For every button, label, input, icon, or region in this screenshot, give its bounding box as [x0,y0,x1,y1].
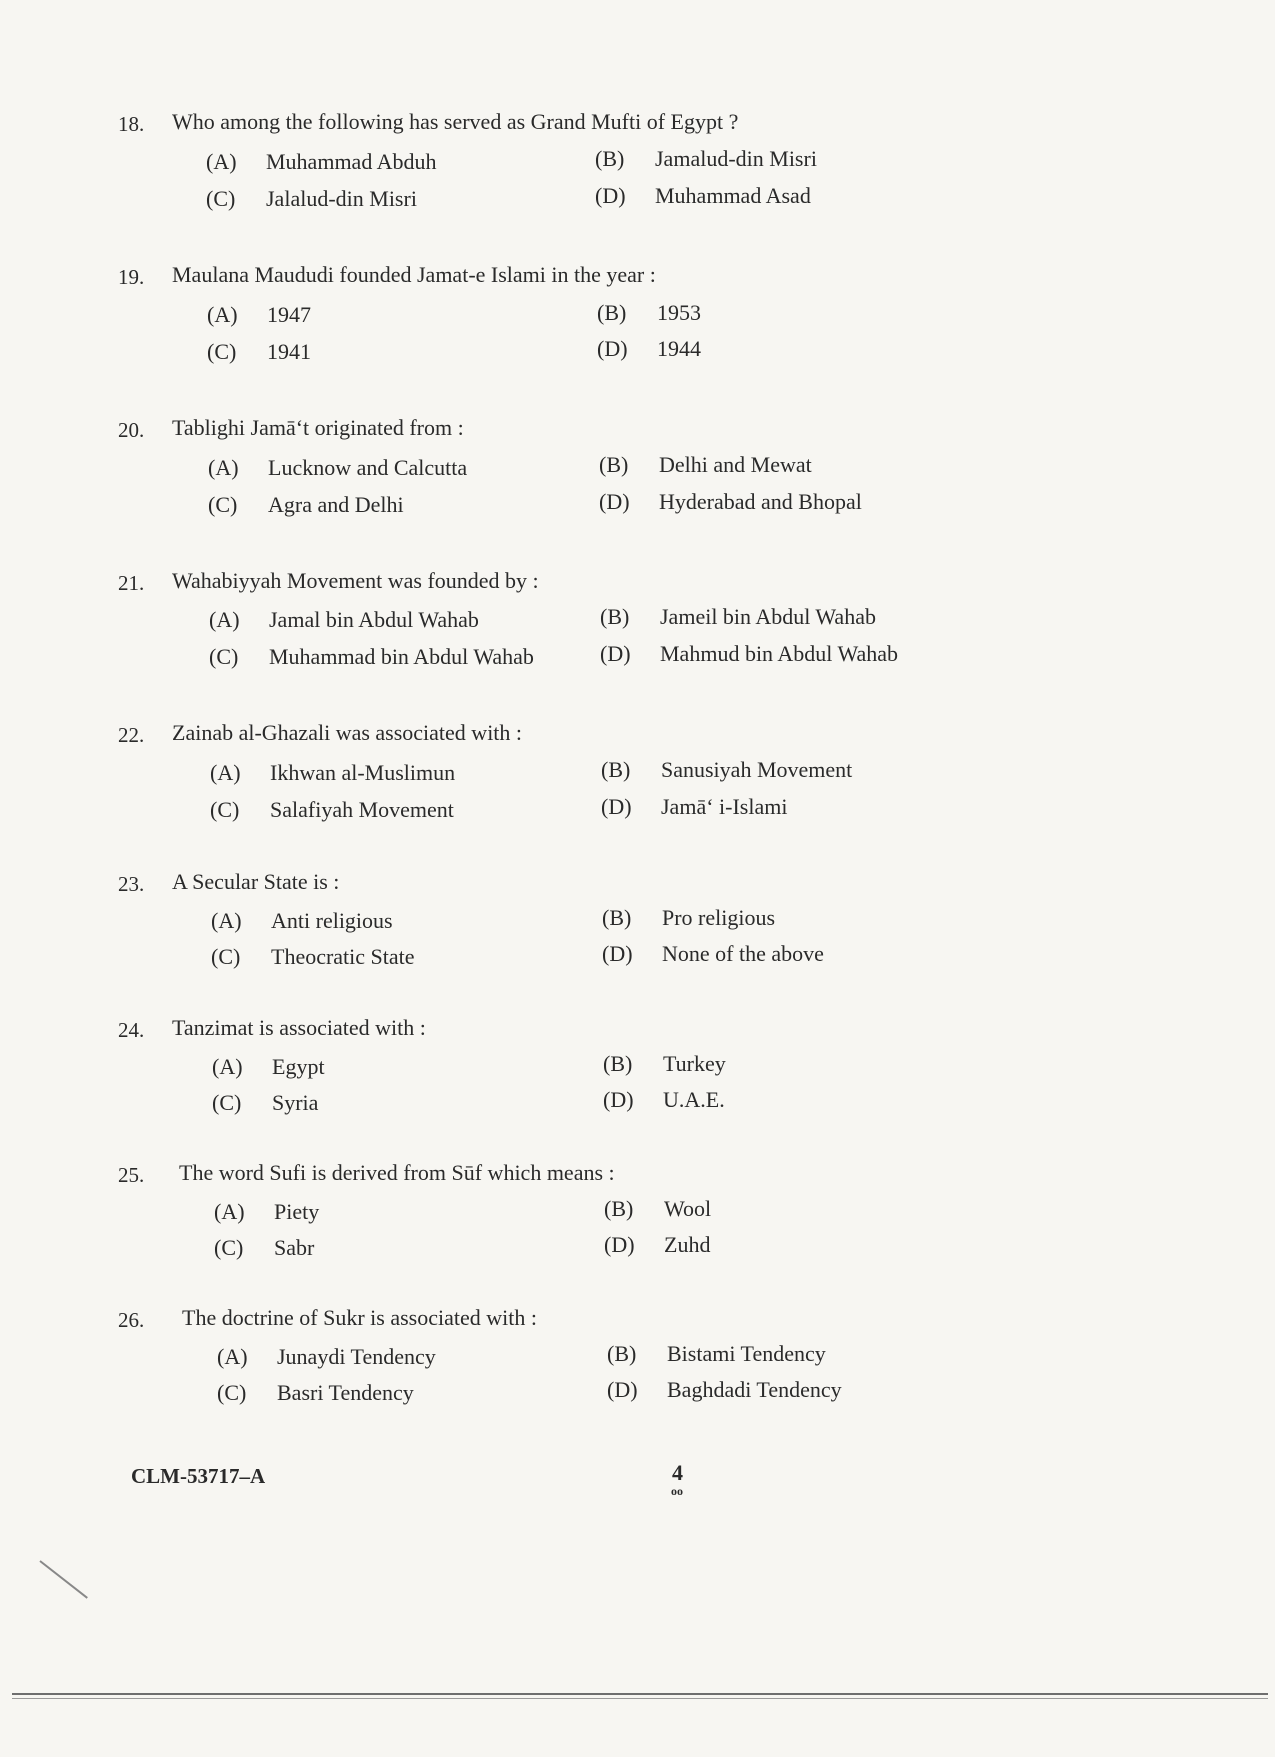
option-letter: (A) [217,1344,248,1369]
option-letter: (B) [604,1196,634,1221]
option-c [209,644,534,670]
option-letter: (A) [211,908,242,933]
question-20 [0,415,1275,548]
option-letter: (C) [209,644,239,669]
option-b [597,300,701,326]
option-b [603,1051,726,1077]
option-letter: (D) [603,1087,634,1112]
option-text: Bistami Tendency [667,1341,826,1366]
question-23 [0,869,1275,1002]
option-letter: (C) [217,1380,247,1405]
question-number: 21. [118,571,145,595]
question-number: 22. [118,723,145,747]
question-text: Wahabiyyah Movement was founded by : [172,568,539,593]
option-text: Salafiyah Movement [270,797,454,822]
option-a [212,1054,325,1080]
option-text: Hyderabad and Bhopal [659,489,862,514]
option-letter: (A) [212,1054,243,1079]
option-text: Sabr [274,1235,315,1260]
option-b [607,1341,826,1367]
option-letter: (C) [211,944,241,969]
option-text: Syria [272,1090,319,1115]
option-letter: (A) [210,760,241,785]
question-number: 26. [118,1308,145,1332]
option-d [602,941,824,967]
scan-corner-mark [39,1560,88,1599]
option-letter: (B) [595,146,625,171]
bottom-rule [12,1693,1268,1695]
option-c [214,1235,314,1261]
option-letter: (D) [607,1377,638,1402]
option-text: Muhammad Abduh [266,149,437,174]
question-24 [0,1015,1275,1148]
option-text: Jamalud-din Misri [655,146,817,171]
option-text: 1944 [657,336,701,361]
option-letter: (B) [603,1051,633,1076]
option-text: Theocratic State [271,944,415,969]
question-number: 23. [118,872,145,896]
option-text: Ikhwan al-Muslimun [270,760,456,785]
option-text: Jameil bin Abdul Wahab [660,604,876,629]
option-c [207,339,311,365]
option-c [208,492,404,518]
question-text: Tablighi Jamā‘t originated from : [172,415,464,440]
option-a [206,149,437,175]
option-letter: (A) [214,1199,245,1224]
question-number: 19. [118,265,145,289]
page-number: 4 [672,1460,683,1485]
option-text: None of the above [662,941,824,966]
option-a [211,908,393,934]
question-text: The word Sufi is derived from Sūf which means : [179,1160,615,1185]
question-text: Maulana Maududi founded Jamat-e Islami in the year : [172,262,656,287]
option-text: Piety [274,1199,320,1224]
option-letter: (D) [597,336,628,361]
option-text: Jamā‘ i-Islami [661,794,788,819]
option-text: Wool [664,1196,712,1221]
option-letter: (D) [601,794,632,819]
option-text: 1947 [267,302,311,327]
option-d [595,183,811,209]
option-letter: (C) [214,1235,244,1260]
question-text: Who among the following has served as Grand Mufti of Egypt ? [172,109,739,134]
option-letter: (A) [208,455,239,480]
option-text: Jamal bin Abdul Wahab [269,607,479,632]
option-letter: (B) [597,300,627,325]
option-text: Pro religious [662,905,776,930]
option-b [604,1196,711,1222]
option-b [600,604,876,630]
option-text: Basri Tendency [277,1380,414,1405]
option-letter: (D) [595,183,626,208]
option-d [604,1232,710,1258]
option-text: Anti religious [271,908,393,933]
option-text: Egypt [272,1054,325,1079]
option-c [210,797,454,823]
option-a [217,1344,436,1370]
option-b [602,905,775,931]
bottom-rule-thin [12,1698,1268,1699]
option-letter: (D) [599,489,630,514]
option-letter: (B) [607,1341,637,1366]
option-text: Lucknow and Calcutta [268,455,468,480]
option-text: Zuhd [664,1232,711,1257]
option-text: Junaydi Tendency [277,1344,436,1369]
option-text: 1953 [657,300,701,325]
page-sub-mark: oo [671,1484,683,1498]
question-text: Tanzimat is associated with : [172,1015,426,1040]
option-a [210,760,455,786]
option-text: Sanusiyah Movement [661,757,853,782]
option-letter: (D) [600,641,631,666]
option-letter: (B) [599,452,629,477]
option-d [597,336,701,362]
option-a [207,302,311,328]
question-number: 24. [118,1018,145,1042]
option-c [206,186,417,212]
option-a [208,455,467,481]
question-18 [0,109,1275,242]
option-d [600,641,898,667]
paper-code: CLM-53717–A [131,1464,266,1488]
option-b [599,452,812,478]
option-letter: (A) [209,607,240,632]
option-letter: (B) [601,757,631,782]
option-b [601,757,852,783]
option-text: Turkey [663,1051,726,1076]
option-d [601,794,787,820]
option-letter: (C) [207,339,237,364]
question-text: A Secular State is : [172,869,340,894]
question-number: 18. [118,112,145,136]
question-26 [0,1305,1275,1438]
question-25 [0,1160,1275,1293]
option-letter: (D) [604,1232,635,1257]
option-letter: (C) [210,797,240,822]
option-text: Muhammad Asad [655,183,811,208]
option-d [607,1377,842,1403]
option-b [595,146,817,172]
question-text: Zainab al-Ghazali was associated with : [172,720,523,745]
option-letter: (C) [206,186,236,211]
option-letter: (C) [208,492,238,517]
option-text: 1941 [267,339,311,364]
question-19 [0,262,1275,395]
option-letter: (A) [206,149,237,174]
option-text: Mahmud bin Abdul Wahab [660,641,898,666]
option-text: U.A.E. [663,1087,725,1112]
question-21 [0,568,1275,701]
question-number: 25. [118,1163,145,1187]
option-c [217,1380,414,1406]
question-text: The doctrine of Sukr is associated with : [182,1305,537,1330]
option-text: Agra and Delhi [268,492,404,517]
option-letter: (C) [212,1090,242,1115]
option-a [209,607,479,633]
option-a [214,1199,319,1225]
option-c [211,944,415,970]
option-letter: (B) [600,604,630,629]
question-number: 20. [118,418,145,442]
option-text: Muhammad bin Abdul Wahab [269,644,534,669]
option-d [603,1087,725,1113]
question-22 [0,720,1275,853]
option-text: Delhi and Mewat [659,452,812,477]
option-c [212,1090,318,1116]
option-letter: (B) [602,905,632,930]
option-letter: (D) [602,941,633,966]
option-text: Jalalud-din Misri [266,186,417,211]
option-d [599,489,862,515]
option-text: Baghdadi Tendency [667,1377,842,1402]
option-letter: (A) [207,302,238,327]
